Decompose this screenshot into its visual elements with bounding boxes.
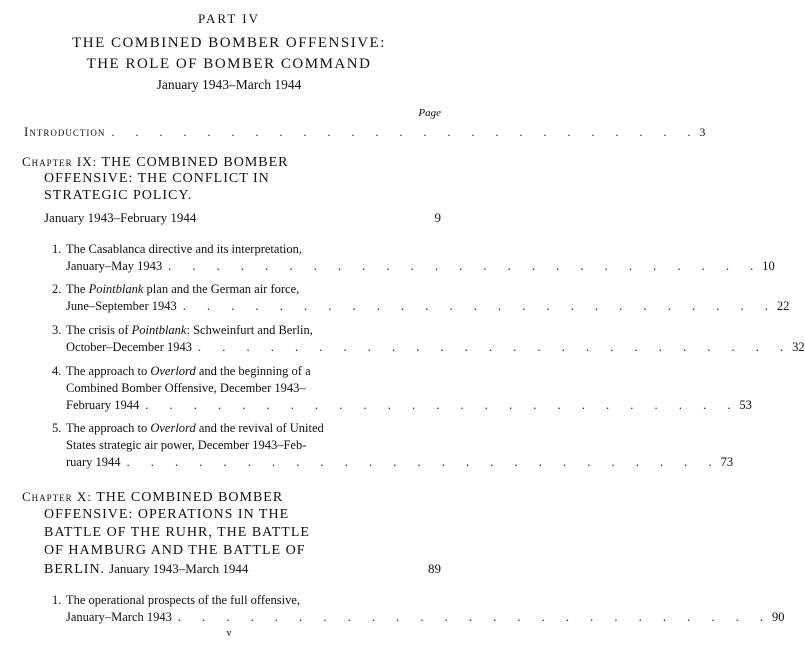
page-number: 22	[776, 299, 790, 313]
leader-dots: . . . . . . . . . . . . . . . . . . . . . . . . .	[198, 340, 793, 354]
chapter-9-dates: January 1943–February 1944	[44, 210, 197, 225]
page-number: 89	[428, 561, 441, 576]
section-1-line-2	[66, 258, 775, 275]
section-4-line-3	[66, 397, 752, 414]
section-number: 5.	[52, 421, 62, 435]
chapter-10-dates: January 1943–March 1944	[109, 561, 249, 576]
chapter-9-title-line-1: THE COMBINED BOMBER	[101, 155, 289, 170]
italic-term: Overlord	[150, 421, 196, 435]
text: The	[66, 282, 89, 296]
italic-term: Pointblank	[131, 323, 187, 337]
chapter-9-dates-row	[44, 210, 441, 226]
chapter-10-title-line-1: THE COMBINED BOMBER	[96, 490, 284, 505]
section-2-dates: June–September 1943	[66, 299, 177, 313]
leader-dots: . . . . . . . . . . . . . . . . . . . . . . . . .	[168, 259, 763, 273]
leader-dots: . . . . . . . . . . . . . . . . . . . . . . . . .	[111, 125, 700, 139]
section-5-line-1[interactable]	[66, 420, 441, 437]
section-4-line-1[interactable]	[66, 363, 441, 380]
part-label: PART IV	[198, 11, 260, 26]
section-3-dates: October–December 1943	[66, 340, 192, 354]
text: and the revival of United	[195, 421, 324, 435]
part-title-line-2: THE ROLE OF BOMBER COMMAND	[86, 56, 372, 72]
text: The approach to	[66, 364, 151, 378]
chapter-10-heading[interactable]	[22, 488, 283, 506]
section-number: 4.	[52, 364, 62, 378]
section-number: 1.	[52, 242, 62, 256]
chapter-10-title-end: BERLIN.	[44, 562, 106, 577]
text: plan and the German air force,	[143, 282, 300, 296]
chapter-10-title-line-5	[44, 560, 441, 578]
chapter-10-section-1-line-1[interactable]: The operational prospects of the full offensive,	[66, 593, 301, 607]
chapter-9-title-line-3: STRATEGIC POLICY.	[44, 188, 193, 203]
text: The crisis of	[66, 323, 132, 337]
section-number: 1.	[52, 593, 62, 607]
leader-dots: . . . . . . . . . . . . . . . . . . . . . . . . .	[182, 299, 777, 313]
page-number: 3	[699, 125, 706, 139]
section-5-line-2: States strategic air power, December 1943–Feb-	[66, 438, 307, 452]
chapter-10-title-line-3: BATTLE OF THE RUHR, THE BATTLE	[44, 525, 310, 540]
chapter-10-title-line-2: OFFENSIVE: OPERATIONS IN THE	[44, 507, 290, 522]
section-5-line-3	[66, 454, 734, 471]
part-dates: January 1943–March 1944	[156, 77, 302, 92]
page-number: 10	[762, 259, 775, 273]
text: and the beginning of a	[195, 364, 311, 378]
leader-dots: . . . . . . . . . . . . . . . . . . . . . . . . .	[126, 455, 721, 469]
italic-term: Overlord	[150, 364, 196, 378]
section-1-line-1[interactable]: The Casablanca directive and its interpretation,	[66, 242, 303, 256]
page-column-header: Page	[418, 107, 441, 119]
chapter-9-title-line-2: OFFENSIVE: THE CONFLICT IN	[44, 171, 270, 186]
text: The approach to	[66, 421, 151, 435]
chapter-10-section-1-line-2	[66, 609, 785, 626]
chapter-10-label: Chapter X:	[22, 489, 92, 504]
section-1-dates: January–May 1943	[66, 259, 163, 273]
page-number: 90	[772, 610, 785, 624]
section-3-line-2	[66, 339, 805, 356]
section-3-line-1[interactable]	[66, 322, 441, 339]
chapter-10-title-line-4: OF HAMBURG AND THE BATTLE OF	[44, 543, 306, 558]
section-number: 3.	[52, 323, 62, 337]
chapter-9-label: Chapter IX:	[22, 154, 98, 169]
page-number: 32	[792, 340, 805, 354]
page-number: 53	[739, 398, 752, 412]
page-number: 9	[434, 210, 441, 225]
leader-dots: . . . . . . . . . . . . . . . . . . . . . . . . .	[145, 398, 740, 412]
chapter-10-section-1-dates: January–March 1943	[66, 610, 172, 624]
section-2-line-1[interactable]	[66, 281, 441, 298]
section-5-dates: ruary 1944	[66, 455, 121, 469]
introduction-label: Introduction	[24, 124, 106, 139]
section-4-line-2: Combined Bomber Offensive, December 1943–	[66, 381, 306, 395]
part-title-line-1: THE COMBINED BOMBER OFFENSIVE:	[72, 35, 386, 51]
chapter-9-heading[interactable]	[22, 153, 289, 171]
text: : Schweinfurt and Berlin,	[186, 323, 313, 337]
page-folio: v	[226, 628, 232, 639]
leader-dots: . . . . . . . . . . . . . . . . . . . . . . . . .	[177, 610, 772, 624]
section-2-line-2	[66, 298, 790, 315]
italic-term: Pointblank	[88, 282, 144, 296]
toc-entry-introduction[interactable]	[24, 124, 706, 140]
section-4-dates: February 1944	[66, 398, 140, 412]
section-number: 2.	[52, 282, 62, 296]
page-number: 73	[720, 455, 734, 469]
